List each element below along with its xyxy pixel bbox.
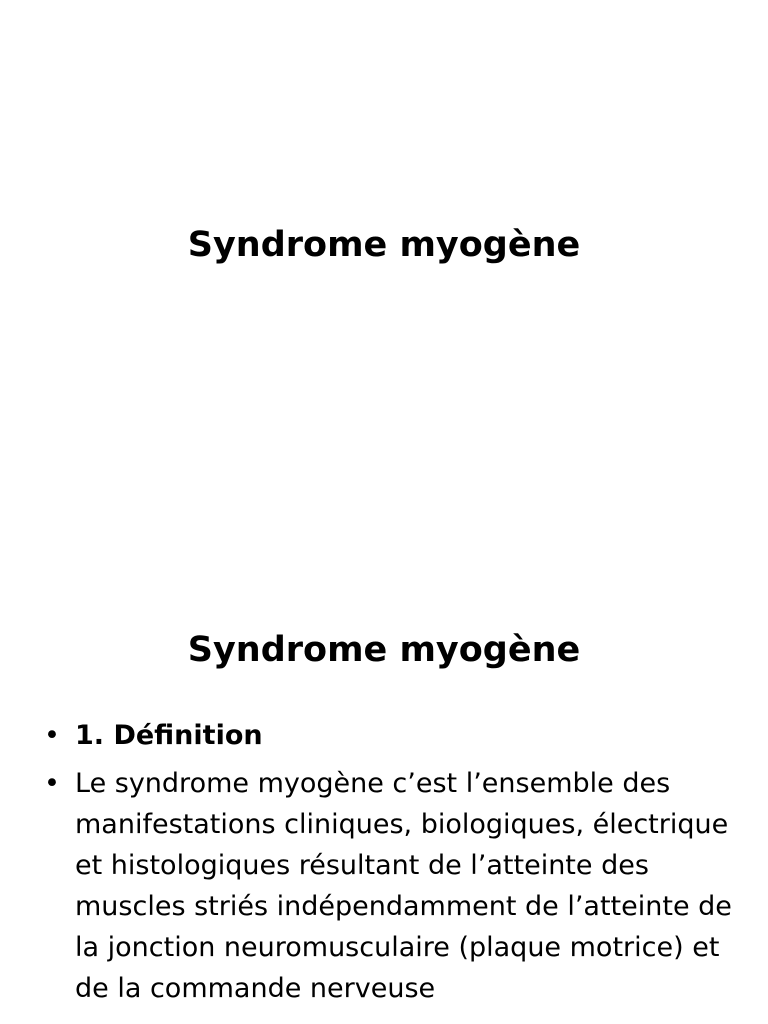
bullet-icon: •: [44, 768, 60, 799]
bullet-list: [44, 715, 744, 1016]
slide-2-title: Syndrome myogène: [187, 630, 581, 670]
bullet-icon: •: [44, 720, 60, 751]
bullet-text: 1. Définition: [75, 720, 263, 751]
bullet-item-definition-body: [44, 763, 744, 1009]
bullet-text: Le syndrome myogène c’est l’ensemble des manifestations cliniques, biologiques, électrique et histologiques résultant de l’atteinte des muscles striés indépendamment de l’atteinte de la jonction neuromusculaire (plaque motrice) et de la commande nerveuse: [75, 768, 732, 1004]
slide-1-title: Syndrome myogène: [187, 225, 581, 265]
bullet-item-definition-heading: [44, 715, 744, 756]
